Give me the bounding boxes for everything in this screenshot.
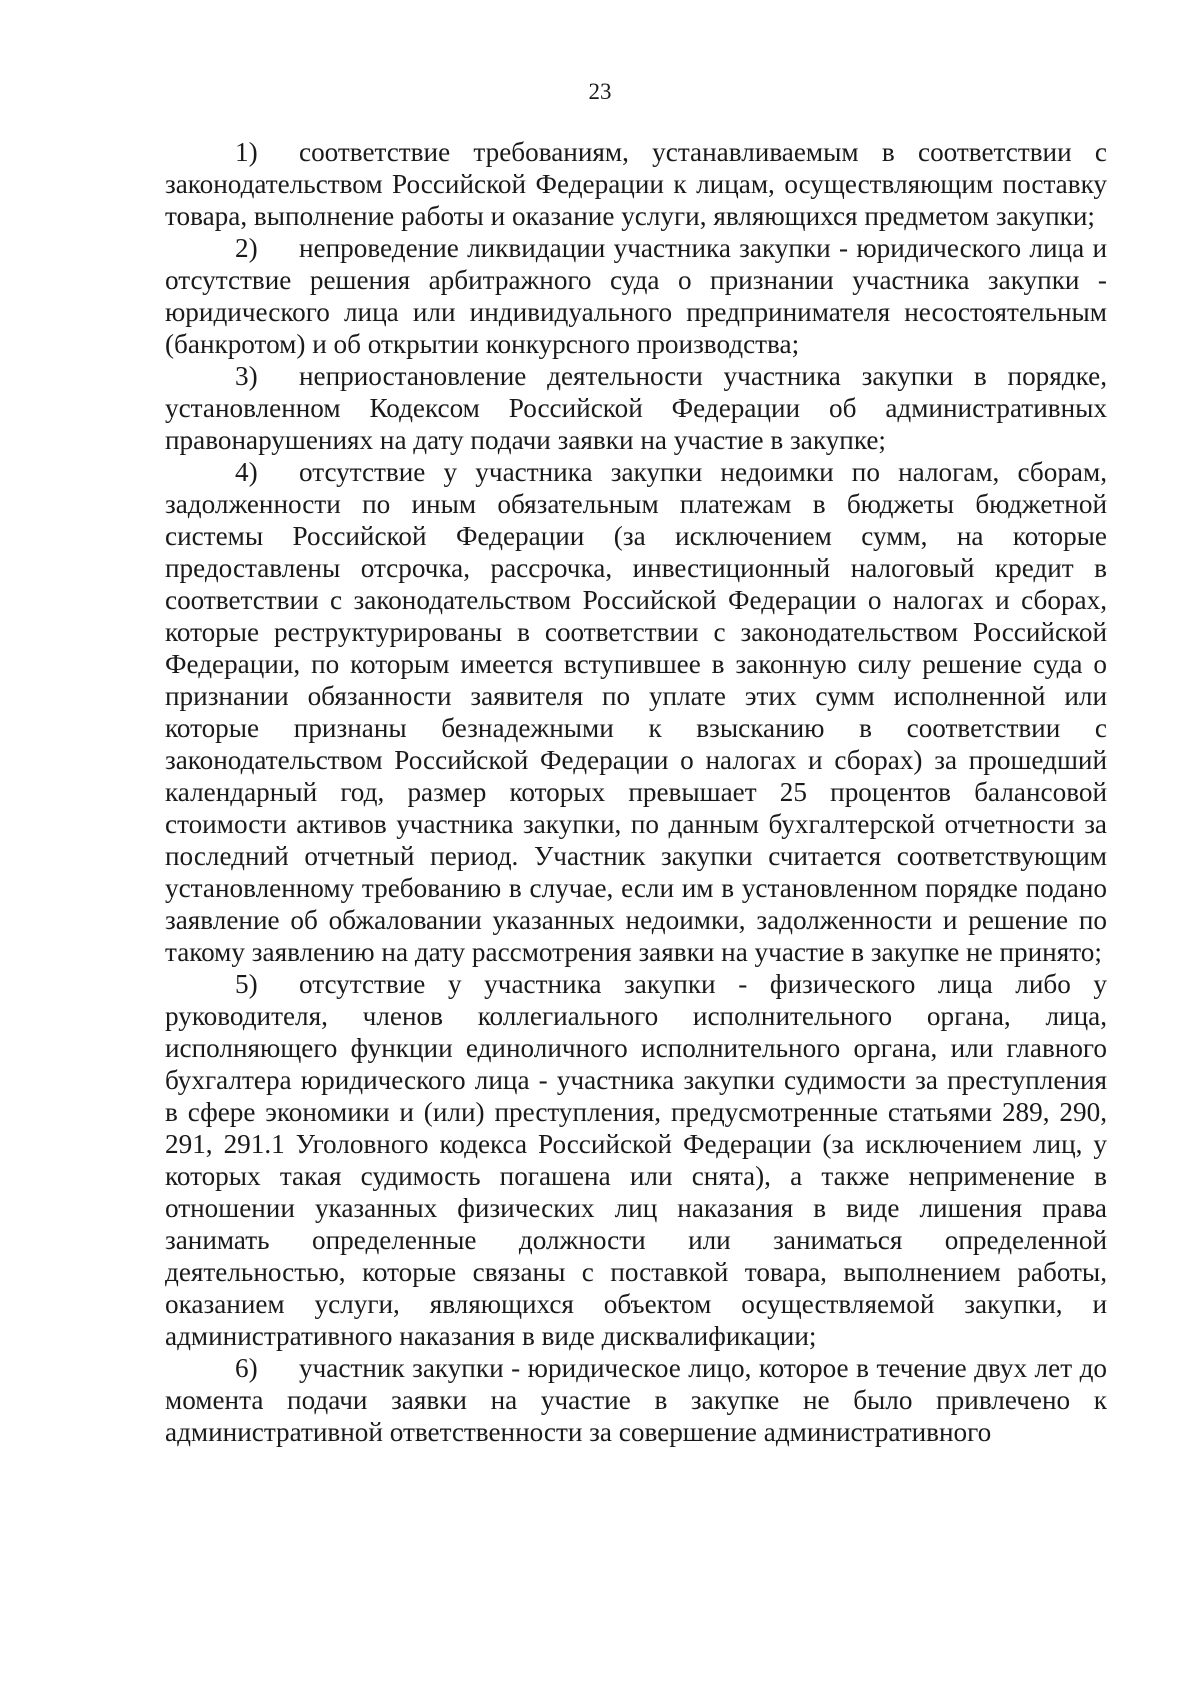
item-text: соответствие требованиям, устанавливаемым в соответствии с законодательством Российской Федерации к лицам, осуществляющим поставку товара, выполнение работы и оказание услуги, являющихся предметом закупки; (165, 137, 1107, 231)
page-number: 23 (588, 79, 612, 104)
item-text: непроведение ликвидации участника закупки - юридического лица и отсутствие решения арбитражного суда о признании участника закупки - юридического лица или индивидуального предпринимателя несостоятельным (банкротом) и об открытии конкурсного производства; (165, 233, 1107, 359)
document-body (165, 136, 1107, 1448)
item-text: участник закупки - юридическое лицо, которое в течение двух лет до момента подачи заявки на участие в закупке не было привлечено к административной ответственности за совершение административного (165, 1353, 1107, 1447)
list-item-2 (165, 232, 1107, 360)
list-item-4 (165, 456, 1107, 968)
item-number: 4) (235, 457, 258, 487)
list-item-5 (165, 968, 1107, 1352)
item-number: 5) (235, 969, 258, 999)
list-item-6 (165, 1352, 1107, 1448)
list-item-3 (165, 360, 1107, 456)
item-number: 1) (235, 137, 258, 167)
list-item-1 (165, 136, 1107, 232)
item-number: 3) (235, 361, 258, 391)
item-text: отсутствие у участника закупки недоимки по налогам, сборам, задолженности по иным обязательным платежам в бюджеты бюджетной системы Российской Федерации (за исключением сумм, на которые предоставлены отсрочка, рассрочка, инвестиционный налоговый кредит в соответствии с законодательством Российской Федерации о налогах и сборах, которые реструктурированы в соответствии с законодательством Российской Федерации, по которым имеется вступившее в законную силу решение суда о признании обязанности заявителя по уплате этих сумм исполненной или которые признаны безнадежными к взысканию в соответствии с законодательством Российской Федерации о налогах и сборах) за прошедший календарный год, размер которых превышает 25 процентов балансовой стоимости активов участника закупки, по данным бухгалтерской отчетности за последний отчетный период. Участник закупки считается соответствующим установленному требованию в случае, если им в установленном порядке подано заявление об обжаловании указанных недоимки, задолженности и решение по такому заявлению на дату рассмотрения заявки на участие в закупке не принято; (165, 457, 1107, 967)
item-text: отсутствие у участника закупки - физического лица либо у руководителя, членов коллегиального исполнительного органа, лица, исполняющего функции единоличного исполнительного органа, или главного бухгалтера юридического лица - участника закупки судимости за преступления в сфере экономики и (или) преступления, предусмотренные статьями 289, 290, 291, 291.1 Уголовного кодекса Российской Федерации (за исключением лиц, у которых такая судимость погашена или снята), а также неприменение в отношении указанных физических лиц наказания в виде лишения права занимать определенные должности или заниматься определенной деятельностью, которые связаны с поставкой товара, выполнением работы, оказанием услуги, являющихся объектом осуществляемой закупки, и административного наказания в виде дисквалификации; (165, 969, 1107, 1351)
item-text: неприостановление деятельности участника закупки в порядке, установленном Кодексом Российской Федерации об административных правонарушениях на дату подачи заявки на участие в закупке; (165, 361, 1107, 455)
item-number: 6) (235, 1353, 258, 1383)
item-number: 2) (235, 233, 258, 263)
